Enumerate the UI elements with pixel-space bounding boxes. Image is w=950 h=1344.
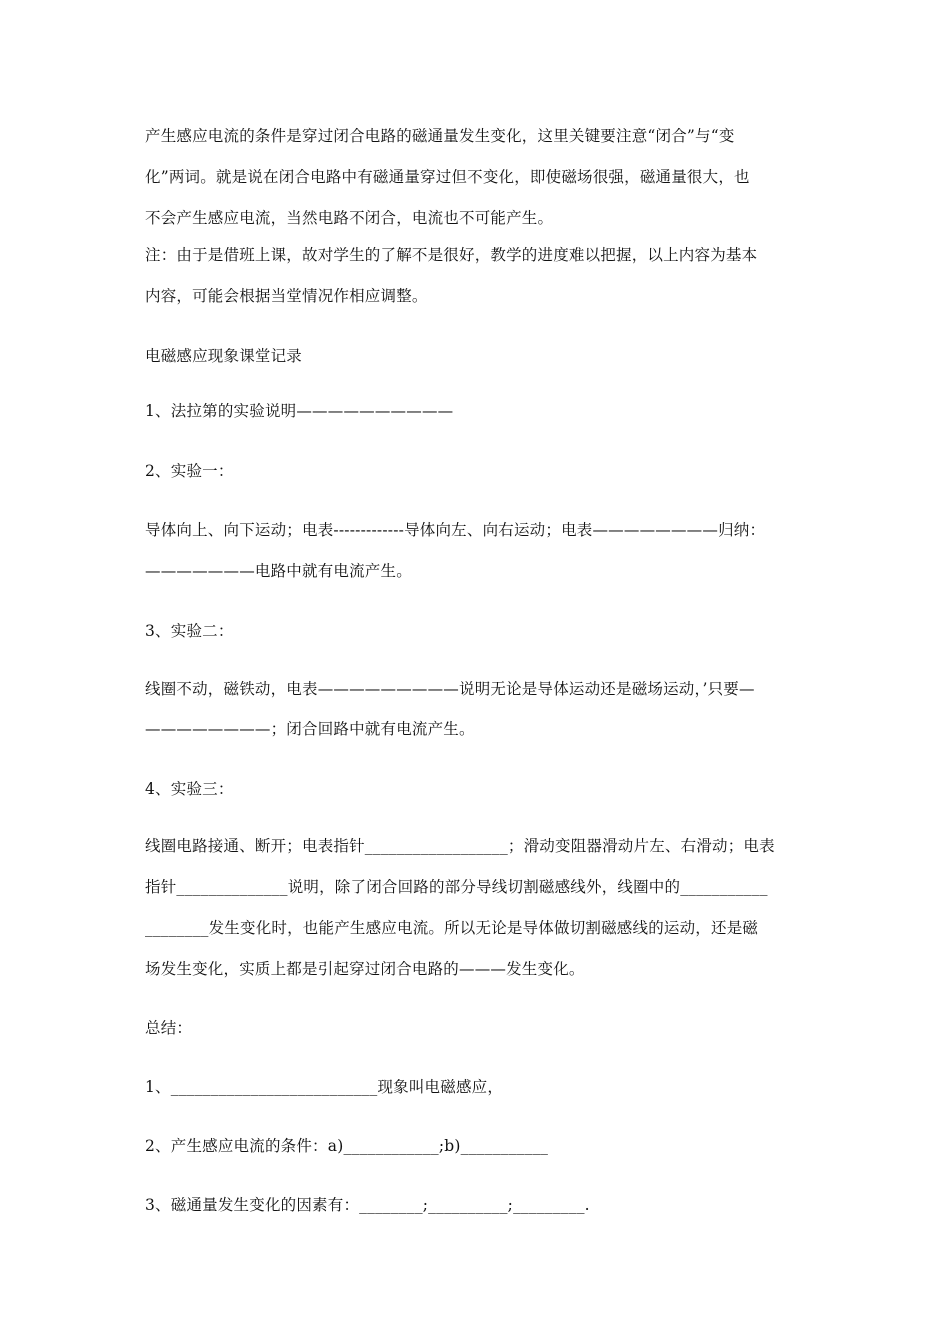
item-1: 1、法拉第的实验说明—————————— bbox=[145, 402, 454, 420]
exp3-line-3: ________发生变化时，也能产生感应电流。所以无论是导体做切割磁感线的运动，还是磁 bbox=[145, 919, 759, 937]
summary-3: 3、磁通量发生变化的因素有：________;__________;_________. bbox=[145, 1196, 590, 1214]
exp3-line-1: 线圈电路接通、断开；电表指针__________________；滑动变阻器滑动片左、右滑动；电表 bbox=[145, 837, 775, 855]
exp1-line-2: ———————电路中就有电流产生。 bbox=[145, 562, 412, 580]
exp3-line-4: 场发生变化，实质上都是引起穿过闭合电路的———发生变化。 bbox=[145, 960, 585, 978]
intro-line-3: 不会产生感应电流，当然电路不闭合，电流也不可能产生。 bbox=[145, 209, 554, 227]
exp2-line-1: 线圈不动，磁铁动，电表—————————说明无论是导体运动还是磁场运动，’只要— bbox=[145, 680, 755, 698]
exp3-line-2: 指针______________说明，除了闭合回路的部分导线切割磁感线外，线圈中的___________ bbox=[145, 878, 768, 896]
summary-title: 总结： bbox=[145, 1019, 193, 1037]
summary-2: 2、产生感应电流的条件：a)____________;b)___________ bbox=[145, 1137, 549, 1155]
summary-1: 1、__________________________现象叫电磁感应， bbox=[145, 1078, 504, 1096]
intro-line-2: 化”两词。就是说在闭合电路中有磁通量穿过但不变化，即使磁场很强，磁通量很大，也 bbox=[145, 168, 750, 186]
note-line-1: 注：由于是借班上课，故对学生的了解不是很好，教学的进度难以把握，以上内容为基本 bbox=[145, 246, 758, 264]
note-line-2: 内容，可能会根据当堂情况作相应调整。 bbox=[145, 287, 428, 305]
exp1-line-1: 导体向上、向下运动；电表-------------导体向左、向右运动；电表————————归纳： bbox=[145, 521, 766, 539]
record-title: 电磁感应现象课堂记录 bbox=[145, 347, 303, 365]
intro-line-1: 产生感应电流的条件是穿过闭合电路的磁通量发生变化，这里关键要注意“闭合”与“变 bbox=[145, 127, 735, 145]
item-4: 4、实验三： bbox=[145, 780, 234, 798]
item-2: 2、实验一： bbox=[145, 462, 234, 480]
item-3: 3、实验二： bbox=[145, 622, 234, 640]
exp2-line-2: ————————；闭合回路中就有电流产生。 bbox=[145, 720, 475, 738]
